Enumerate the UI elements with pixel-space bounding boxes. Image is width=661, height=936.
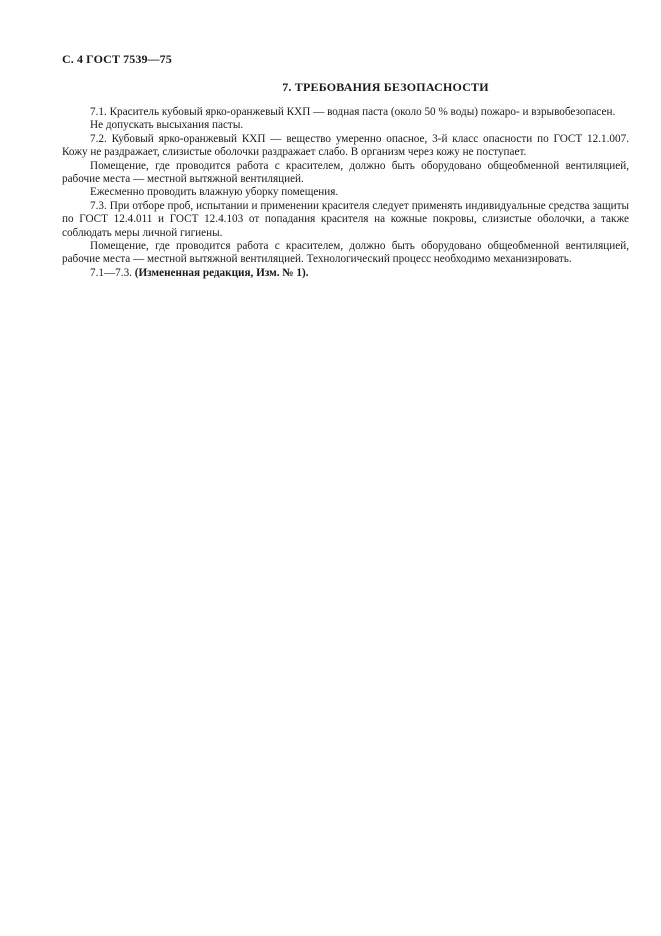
paragraph-7-2: 7.2. Кубовый ярко-оранжевый КХП — вещество умеренно опасное, 3-й класс опасности по ГОСТ 12.1.007. Кожу не раздражает, слизистые оболочки раздражает слабо. В организм через кожу не поступает.	[62, 132, 629, 159]
paragraph-7-3: 7.3. При отборе проб, испытании и применении красителя следует применять индивидуальные средства защиты по ГОСТ 12.4.011 и ГОСТ 12.4.103 от попадания красителя на кожные покровы, слизистые оболочки, а также соблюдать меры личной гигиены.	[62, 199, 629, 239]
paragraph-no-drying: Не допускать высыхания пасты.	[90, 119, 244, 132]
amendment-note: (Измененная редакция, Изм. № 1).	[134, 266, 309, 279]
amendment-range: 7.1—7.3.	[90, 266, 132, 279]
paragraph-ventilation: Помещение, где проводится работа с красителем, должно быть оборудовано общеобменной вентиляцией, рабочие места — местной вытяжной вентиляцией.	[62, 159, 629, 186]
paragraph-cleaning: Ежесменно проводить влажную уборку помещения.	[90, 186, 339, 199]
section-title	[0, 80, 661, 95]
paragraph-7-1: 7.1. Краситель кубовый ярко-оранжевый КХП — водная паста (около 50 % воды) пожаро- и взрывобезопасен.	[90, 106, 616, 118]
section-title-text: 7. ТРЕБОВАНИЯ БЕЗОПАСНОСТИ	[282, 80, 489, 94]
section-body	[62, 106, 629, 280]
paragraph-ventilation-mechanize: Помещение, где проводится работа с красителем, должно быть оборудовано общеобменной вентиляцией, рабочие места — местной вытяжной вентиляцией. Технологический процесс необходимо механизировать.	[62, 240, 629, 266]
page-header: С. 4 ГОСТ 7539—75	[62, 52, 172, 66]
amendment-line	[62, 267, 629, 280]
